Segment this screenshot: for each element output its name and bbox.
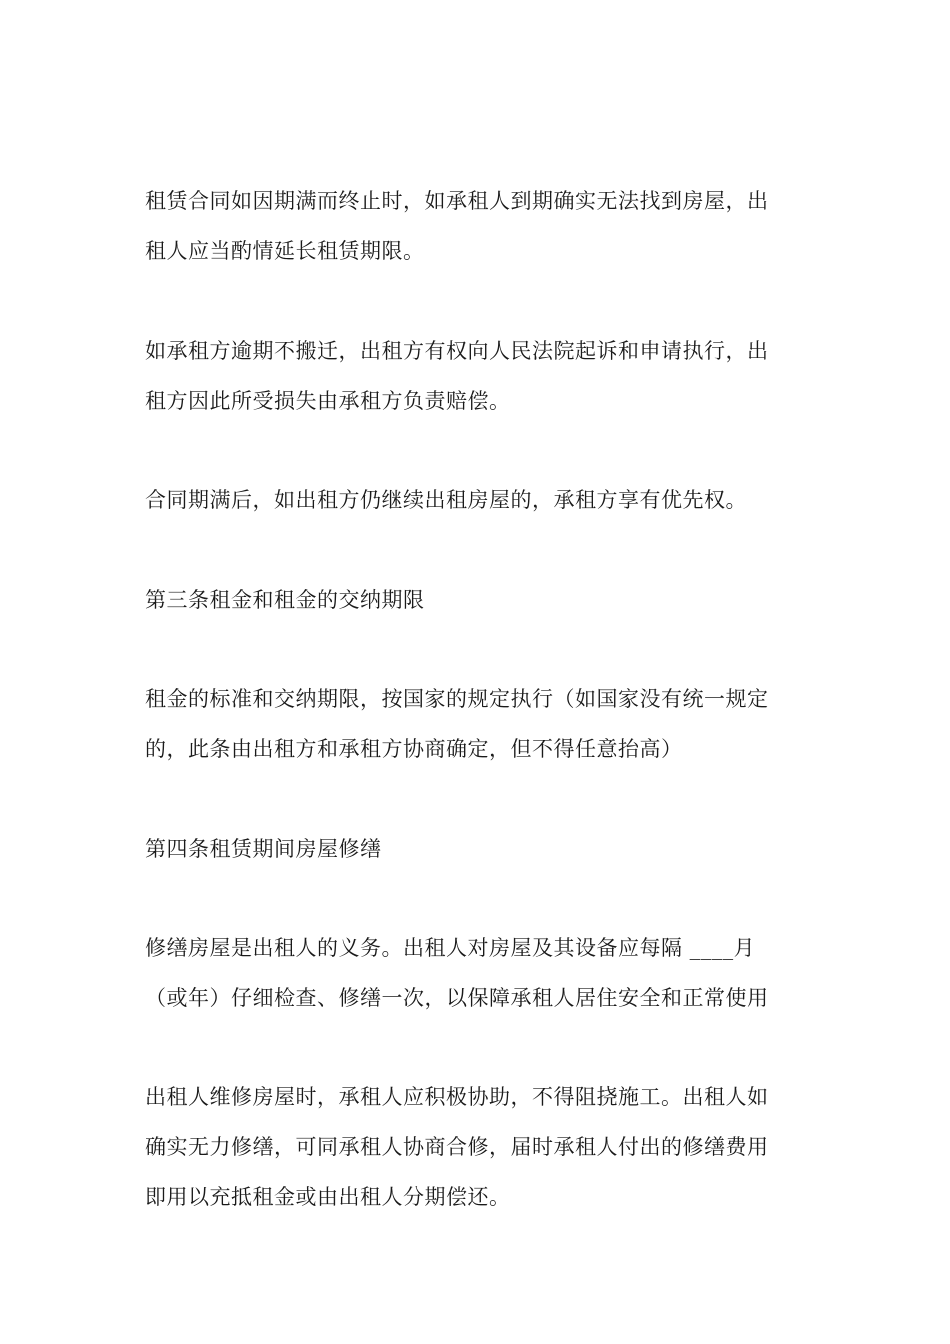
text-line: 如承租方逾期不搬迁，出租方有权向人民法院起诉和申请执行，出 xyxy=(145,339,769,363)
text-line: 租赁合同如因期满而终止时，如承租人到期确实无法找到房屋，出 xyxy=(145,189,769,213)
text-line: 确实无力修缮，可同承租人协商合修，届时承租人付出的修缮费用 xyxy=(145,1135,769,1159)
text-line: 修缮房屋是出租人的义务。出租人对房屋及其设备应每隔 ____月 xyxy=(145,936,756,960)
text-line: 出租人维修房屋时，承租人应积极协助，不得阻挠施工。出租人如 xyxy=(145,1085,769,1109)
paragraph-priority-right xyxy=(145,475,810,525)
text-line: 第三条租金和租金的交纳期限 xyxy=(145,588,425,612)
paragraph-repair-obligation xyxy=(145,923,810,1023)
text-line: 的，此条由出租方和承租方协商确定，但不得任意抬高） xyxy=(145,737,683,761)
text-line: 租人应当酌情延长租赁期限。 xyxy=(145,239,425,263)
text-line: 租方因此所受损失由承租方负责赔偿。 xyxy=(145,389,511,413)
text-line: 租金的标准和交纳期限，按国家的规定执行（如国家没有统一规定 xyxy=(145,687,769,711)
paragraph-rent-standard xyxy=(145,674,810,774)
text-line: （或年）仔细检查、修缮一次，以保障承租人居住安全和正常使用 xyxy=(145,986,769,1010)
article-three-heading xyxy=(145,575,810,625)
text-line: 合同期满后，如出租方仍继续出租房屋的，承租方享有优先权。 xyxy=(145,488,747,512)
paragraph-repair-cooperation xyxy=(145,1072,810,1222)
text-line: 即用以充抵租金或由出租人分期偿还。 xyxy=(145,1185,511,1209)
paragraph-overdue-relocation xyxy=(145,326,810,426)
text-line: 第四条租赁期间房屋修缮 xyxy=(145,837,382,861)
paragraph-lease-expiry-extension xyxy=(145,176,810,276)
article-four-heading xyxy=(145,824,810,874)
